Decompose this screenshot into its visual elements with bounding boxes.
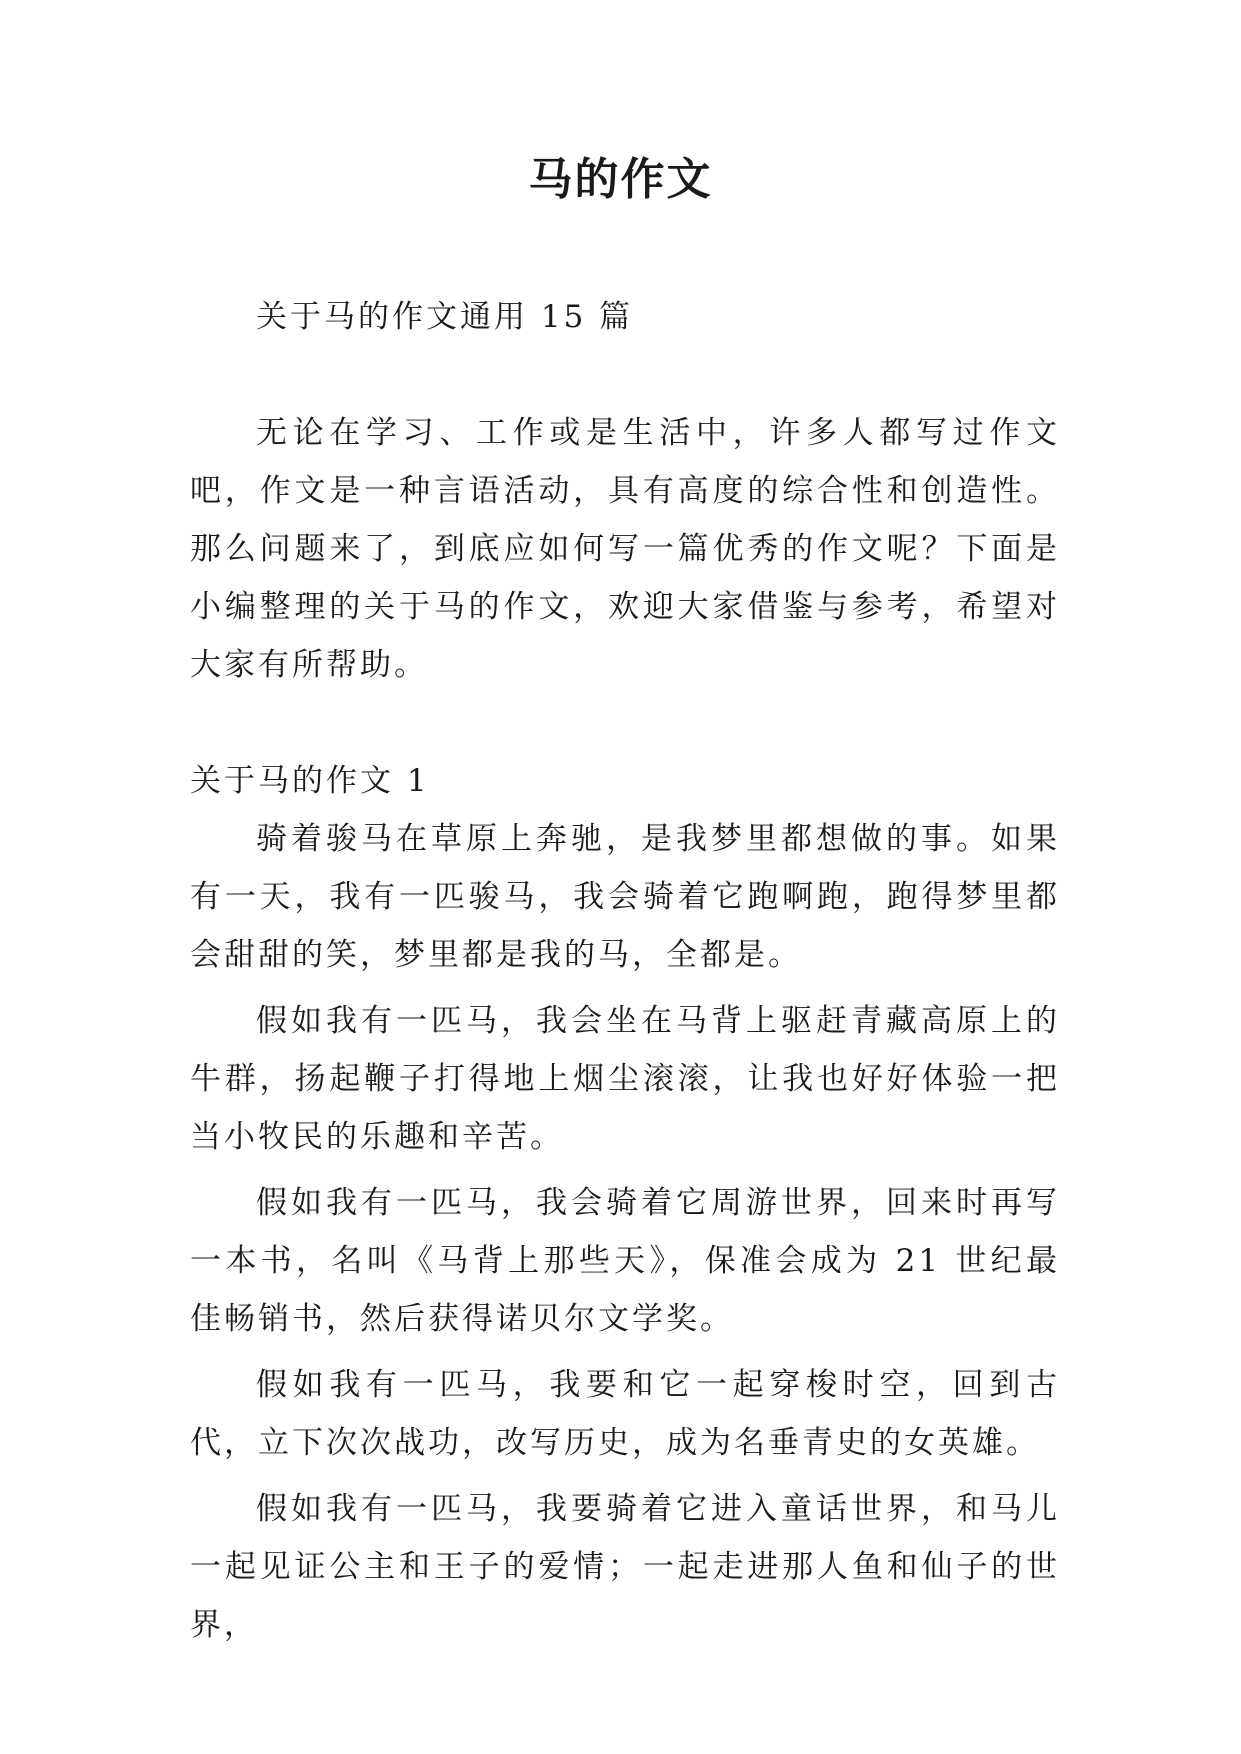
paragraph-5: 假如我有一匹马，我要骑着它进入童话世界，和马儿一起见证公主和王子的爱情；一起走进那人鱼和仙子的世界，: [190, 1491, 1060, 1643]
paragraph-1: 骑着骏马在草原上奔驰，是我梦里都想做的事。如果有一天，我有一匹骏马，我会骑着它跑啊跑，跑得梦里都会甜甜的笑，梦里都是我的马，全都是。: [190, 821, 1060, 973]
subtitle: 关于马的作文通用 15 篇: [256, 299, 634, 335]
paragraph-2: 假如我有一匹马，我会坐在马背上驱赶青藏高原上的牛群，扬起鞭子打得地上烟尘滚滚，让我也好好体验一把当小牧民的乐趣和辛苦。: [190, 1003, 1060, 1155]
section-heading: 关于马的作文 1: [190, 763, 430, 799]
page-title: 马的作文: [528, 154, 713, 205]
paragraph-3: 假如我有一匹马，我会骑着它周游世界，回来时再写一本书，名叫《马背上那些天》，保准会成为 21 世纪最佳畅销书，然后获得诺贝尔文学奖。: [190, 1185, 1060, 1337]
paragraph-4: 假如我有一匹马，我要和它一起穿梭时空，回到古代，立下次次战功，改写历史，成为名垂青史的女英雄。: [190, 1367, 1060, 1461]
intro-paragraph: 无论在学习、工作或是生活中，许多人都写过作文吧，作文是一种言语活动，具有高度的综合性和创造性。那么问题来了，到底应如何写一篇优秀的作文呢？下面是小编整理的关于马的作文，欢迎大家借鉴与参考，希望对大家有所帮助。: [190, 415, 1060, 683]
document-body: [190, 288, 1060, 1654]
